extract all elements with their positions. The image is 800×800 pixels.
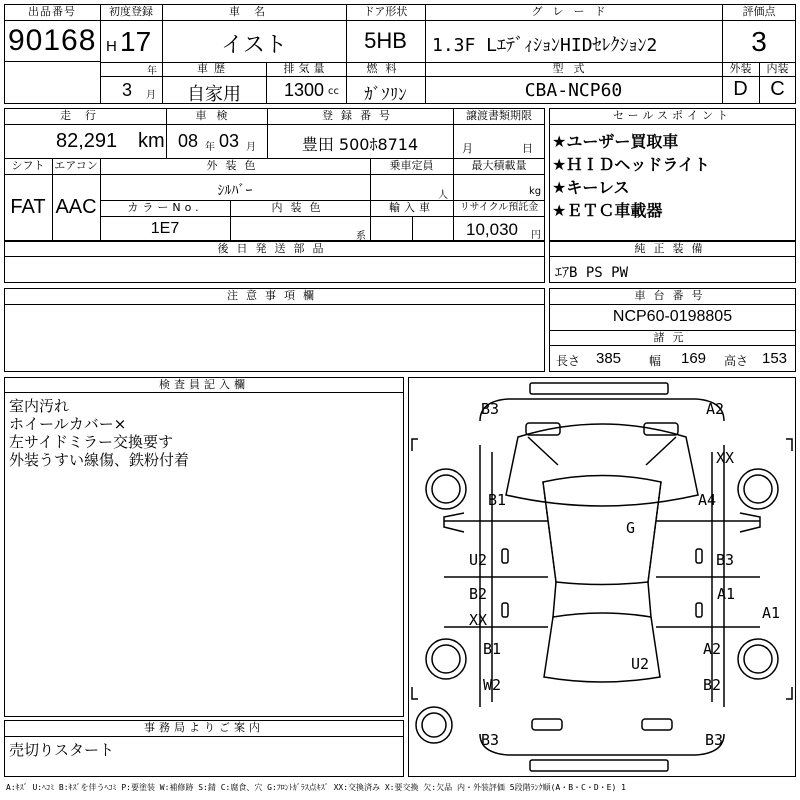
inspector-note: 室内汚れ bbox=[9, 397, 70, 415]
width: 169 bbox=[681, 350, 707, 367]
doc-day-unit: 日 bbox=[522, 142, 533, 155]
inspector-note: ホイールカバー× bbox=[9, 415, 127, 433]
chassis-no-header: 車台番号 bbox=[634, 289, 711, 302]
int-color-unit: 系 bbox=[356, 231, 366, 242]
genuine-equip-header: 純正装備 bbox=[634, 242, 711, 255]
model-code: CBA-NCP60 bbox=[524, 80, 623, 101]
fuel: ｶﾞｿﾘﾝ bbox=[364, 85, 407, 105]
km-unit: km bbox=[138, 130, 165, 152]
fuel-header: 燃料 bbox=[366, 62, 405, 75]
damage-mark: B3 bbox=[481, 731, 500, 749]
mileage-header: 走行 bbox=[60, 109, 110, 122]
legend: A:ｷｽﾞ U:ﾍｺﾐ B:ｷｽﾞを伴うﾍｺﾐ P:要塗装 W:補修跡 S:錆 C:腐食、穴 G:ﾌﾛﾝﾄｶﾞﾗｽ点ｷｽﾞ XX:交換済み X:要交換 欠:欠品 内・外装評価 5段階ﾗﾝｸ順(A・B・C・D・E) 1 bbox=[6, 783, 626, 792]
doc-month-unit: 月 bbox=[462, 142, 473, 155]
aircon-header: エアコン bbox=[54, 159, 98, 172]
damage-mark: W2 bbox=[483, 676, 502, 694]
insp-month-unit: 月 bbox=[246, 142, 256, 153]
inspection-month: 03 bbox=[219, 131, 240, 151]
length-label: 長さ bbox=[556, 354, 581, 368]
reg-month: 3 bbox=[122, 80, 133, 100]
month-unit: 月 bbox=[146, 90, 156, 101]
color-no: 1E7 bbox=[150, 220, 180, 237]
shift: FAT bbox=[10, 196, 46, 218]
damage-mark: XX bbox=[469, 611, 488, 629]
ext-color-header: 外装色 bbox=[206, 159, 264, 172]
insp-year-unit: 年 bbox=[205, 142, 215, 153]
first-reg-header: 初度登録 bbox=[109, 5, 153, 18]
damage-mark: B3 bbox=[481, 400, 500, 418]
car-name-header: 車名 bbox=[229, 5, 279, 18]
width-label: 幅 bbox=[649, 354, 662, 368]
aircon: AAC bbox=[55, 196, 97, 218]
lot-no: 90168 bbox=[8, 24, 97, 57]
kg-unit: kg bbox=[529, 186, 542, 197]
inspection-header: 車検 bbox=[195, 109, 238, 122]
office-text: 売切りスタート bbox=[9, 741, 115, 759]
damage-mark: A4 bbox=[698, 491, 717, 509]
era: H bbox=[106, 38, 117, 55]
damage-mark: A2 bbox=[706, 400, 725, 418]
damage-mark: B3 bbox=[705, 731, 724, 749]
max-load-header: 最大積載量 bbox=[471, 159, 527, 172]
reg-no: 豊田 500ﾎ8714 bbox=[301, 135, 419, 154]
inspector-header: 検査員記入欄 bbox=[159, 378, 249, 391]
sales-point-item: ★ＥＴＣ車載器 bbox=[552, 201, 663, 220]
lot-no-header: 出品番号 bbox=[28, 5, 76, 18]
interior-grade: C bbox=[770, 78, 785, 100]
inspection-year: 08 bbox=[178, 131, 199, 151]
chassis-no: NCP60-0198805 bbox=[612, 308, 733, 325]
inspector-note: 外装うすい線傷、鉄粉付着 bbox=[9, 451, 190, 469]
damage-mark: B3 bbox=[716, 551, 735, 569]
year-unit: 年 bbox=[147, 66, 157, 77]
shift-header: シフト bbox=[11, 159, 45, 172]
yen-unit: 円 bbox=[531, 230, 541, 241]
grade: 1.3F LｴﾃﾞｨｼｮﾝHIDｾﾚｸｼｮﾝ2 bbox=[432, 35, 658, 56]
damage-mark: U2 bbox=[469, 551, 488, 569]
damage-mark: B1 bbox=[483, 640, 502, 658]
recycle-header: リサイクル預託金 bbox=[459, 202, 539, 213]
notes-header: 注意事項欄 bbox=[227, 289, 322, 302]
displacement-header: 排気量 bbox=[283, 62, 329, 75]
score: 3 bbox=[751, 26, 767, 57]
sales-point-item: ★ユーザー買取車 bbox=[552, 132, 679, 151]
mileage: 82,291 bbox=[56, 130, 118, 152]
height: 153 bbox=[762, 350, 788, 367]
specs-header: 諸元 bbox=[653, 331, 692, 344]
sales-points-header: セールスポイント bbox=[612, 109, 732, 122]
height-label: 高さ bbox=[724, 354, 749, 368]
exterior-grade: D bbox=[733, 78, 748, 100]
reg-no-header: 登録番号 bbox=[322, 109, 398, 122]
damage-mark: A1 bbox=[762, 604, 781, 622]
inspector-note: 左サイドミラー交換要す bbox=[9, 433, 173, 451]
color-no-header: カラーNo. bbox=[127, 201, 203, 214]
car-history: 自家用 bbox=[187, 84, 241, 105]
int-color-header: 内装色 bbox=[271, 201, 329, 214]
damage-mark: B2 bbox=[703, 676, 722, 694]
sales-point-item: ★ＨＩＤヘッドライト bbox=[552, 155, 710, 174]
recycle-fee: 10,030 bbox=[466, 220, 518, 239]
ext-color: ｼﾙﾊﾞｰ bbox=[217, 183, 253, 199]
exterior-header: 外装 bbox=[729, 62, 752, 75]
car-diagram bbox=[408, 377, 796, 777]
capacity-header: 乗車定員 bbox=[389, 159, 434, 172]
later-parts-header: 後日発送部品 bbox=[217, 242, 332, 255]
damage-mark: U2 bbox=[631, 655, 650, 673]
length: 385 bbox=[596, 350, 622, 367]
car-name: イスト bbox=[221, 33, 287, 58]
damage-mark: A2 bbox=[703, 640, 722, 658]
displacement: 1300 bbox=[284, 80, 325, 100]
reg-year: 17 bbox=[120, 26, 152, 57]
interior-header: 内装 bbox=[766, 62, 789, 75]
grade-header: グレード bbox=[531, 5, 616, 18]
person-unit: 人 bbox=[438, 190, 448, 201]
import-header: 輸入車 bbox=[389, 201, 434, 214]
transfer-doc-header: 譲渡書類期限 bbox=[466, 109, 532, 122]
model-code-header: 型式 bbox=[552, 62, 595, 75]
damage-mark: XX bbox=[716, 449, 735, 467]
door-type: 5HB bbox=[364, 28, 407, 53]
cc-unit: cc bbox=[328, 86, 339, 97]
damage-mark: G bbox=[626, 519, 636, 537]
door-header: ドア形状 bbox=[363, 5, 408, 18]
damage-mark: B2 bbox=[469, 585, 488, 603]
history-header: 車歴 bbox=[197, 62, 231, 75]
score-header: 評価点 bbox=[742, 5, 776, 18]
damage-mark: B1 bbox=[488, 491, 507, 509]
office-header: 事務局よりご案内 bbox=[144, 721, 264, 734]
genuine-equip: ｴｱB PS PW bbox=[555, 265, 629, 281]
damage-mark: A1 bbox=[717, 585, 736, 603]
sales-point-item: ★キーレス bbox=[552, 178, 630, 197]
